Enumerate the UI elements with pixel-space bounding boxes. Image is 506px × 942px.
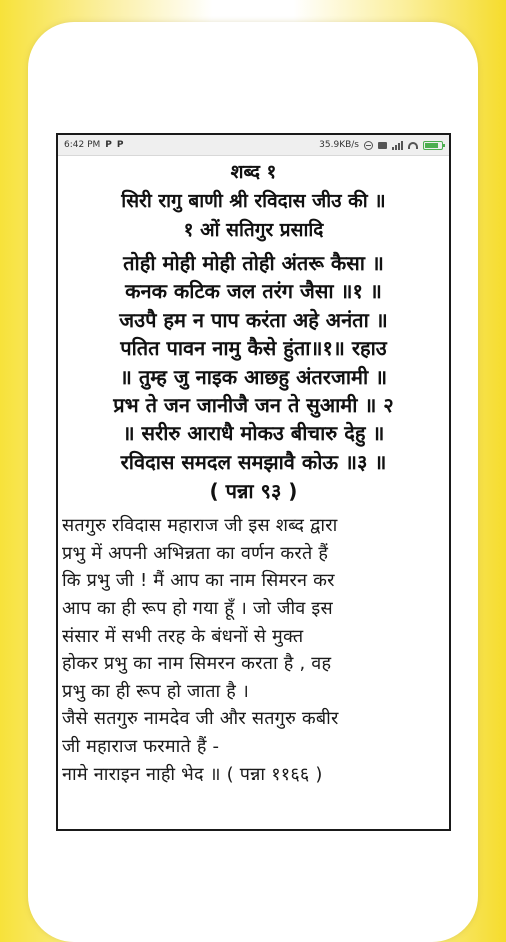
app-screen [56,133,451,831]
wifi-icon [408,142,418,149]
verse-line: रविदास समदल समझावै कोऊ ॥३ ॥ [120,449,387,474]
explanation-line: कि प्रभु जी ! मैं आप का नाम सिमरन कर [62,570,335,592]
explanation-line: सतगुरु रविदास महाराज जी इस शब्द द्वारा [62,515,338,537]
raag-line: सिरी रागु बाणी श्री रविदास जीउ की ॥ [121,190,386,212]
verse-line: ॥ सरीरु आराधै मोकउ बीचारु देहु ॥ [122,421,385,446]
status-bar [58,135,449,156]
signal-icon [392,141,403,150]
explanation-line: नामे नाराइन नाही भेद ॥ ( पन्ना ११६६ ) [62,763,323,785]
verse-line: ॥ तुम्ह जु नाइक आछहु अंतरजामी ॥ [119,364,388,389]
notification-p-icon: P [116,140,124,150]
explanation-line: होकर प्रभु का नाम सिमरन करता है , वह [62,653,332,675]
explanation-block [62,512,445,788]
page-reference: ( पन्ना ९३ ) [209,479,298,504]
dnd-icon [364,141,373,150]
explanation-line: जैसे सतगुरु नामदेव जी और सतगुरु कबीर [62,708,339,730]
verse-line: कनक कटिक जल तरंग जैसा ॥१ ॥ [125,279,382,304]
explanation-line: प्रभु का ही रूप हो जाता है । [62,680,250,702]
verse-line: प्रभ ते जन जानीजै जन ते सुआमी ॥ २ [113,393,394,418]
battery-icon [423,141,443,150]
status-time: 6:42 PM [64,140,101,150]
status-bar-left [64,140,123,150]
invocation-line: १ ओं सतिगुर प्रसादि [183,219,324,241]
explanation-line: प्रभु में अपनी अभिन्नता का वर्णन करते हैं [62,542,329,564]
verse-line: जउपै हम न पाप करंता अहे अनंता ॥ [119,307,388,332]
message-icon [378,142,387,149]
explanation-line: संसार में सभी तरह के बंधनों से मुक्त [62,625,304,647]
explanation-line: आप का ही रूप हो गया हूँ । जो जीव इस [62,598,333,620]
status-bar-right [319,140,443,150]
explanation-line: जी महाराज फरमाते हैं - [62,736,220,757]
network-speed: 35.9KB/s [319,140,359,150]
notification-p-icon: P [105,140,112,150]
verse-line: तोही मोही मोही तोही अंतरू कैसा ॥ [123,251,384,275]
verse-line: पतित पावन नामु कैसे हुंता॥१॥ रहाउ [120,336,387,361]
shabad-content [58,156,449,788]
verse-block [62,158,445,506]
shabad-number: शब्द १ [230,161,277,183]
